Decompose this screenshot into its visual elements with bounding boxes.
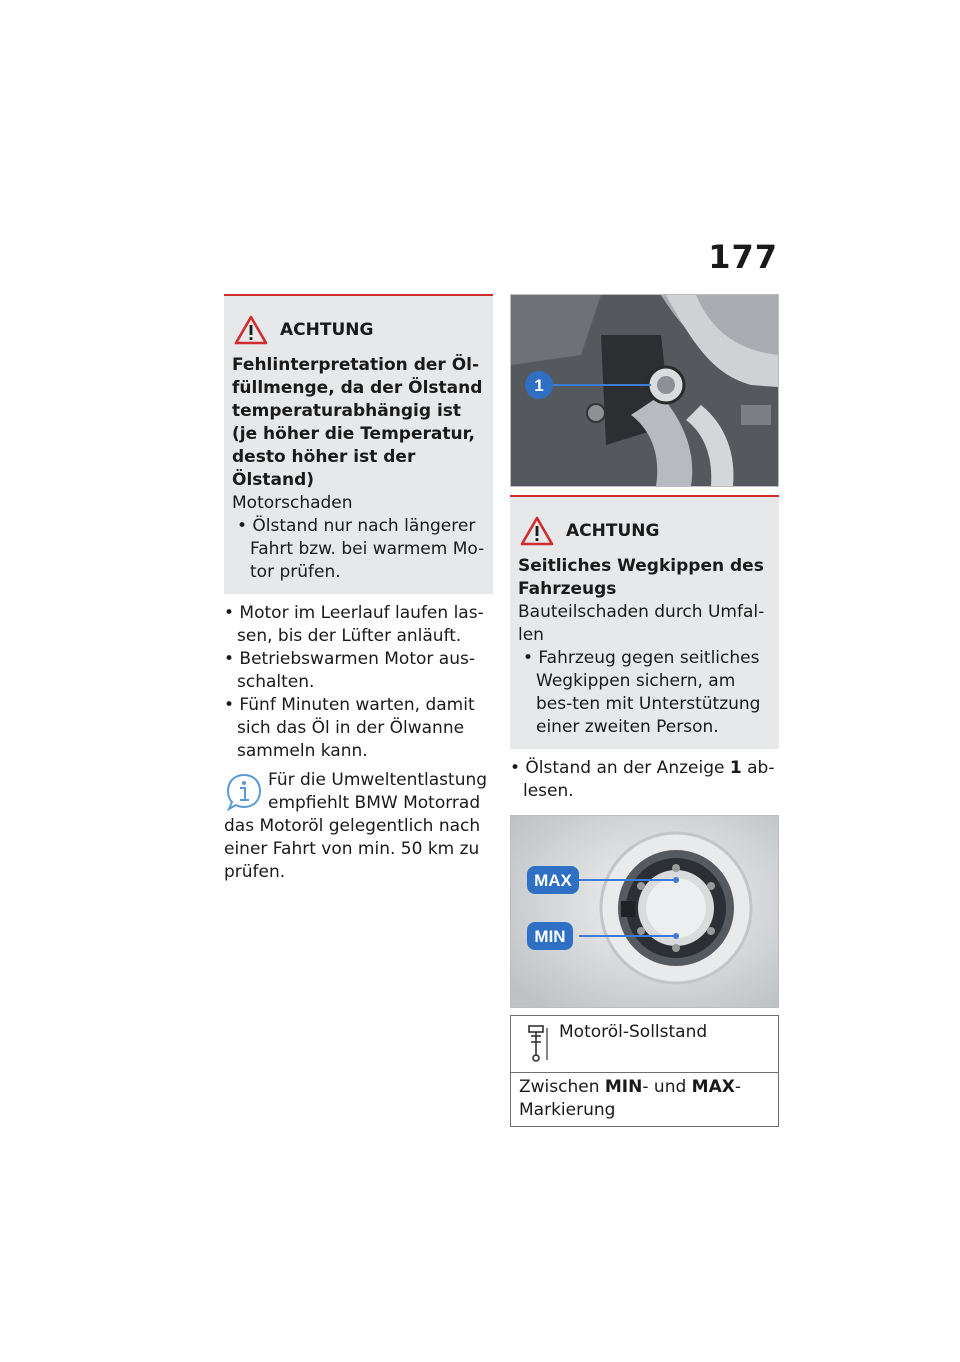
spec-value — [511, 1073, 778, 1126]
warning-label: ACHTUNG — [280, 320, 374, 340]
list-item: • Fünf Minuten warten, damit sich das Öl in der Ölwanne sammeln kann. — [224, 695, 475, 761]
step-reference: 1 — [729, 758, 742, 778]
warning-action: • Ölstand nur nach längerer Fahrt bzw. bei warmem Mo-tor prüfen. — [237, 516, 485, 582]
page-number: 177 — [708, 238, 778, 276]
info-icon — [224, 771, 264, 813]
engine-photo-illustration — [511, 295, 778, 486]
oil-level-dipstick-icon — [519, 1020, 551, 1064]
photo-callout-number: 1 — [534, 376, 544, 395]
spec-value-max: MAX — [691, 1077, 735, 1097]
warning-heading: Fehlinterpretation der Öl-füllmenge, da der Ölstand temperaturabhängig ist (je höher die Temperatur, desto höher ist der Ölstand) — [232, 355, 483, 490]
warning-triangle-icon — [234, 315, 268, 345]
spec-table — [510, 1015, 779, 1127]
info-text: Für die Umweltentlastung empfiehlt BMW Motorrad das Motoröl gelegentlich nach einer Fahrt von min. 50 km zu prüfen. — [224, 770, 488, 882]
warning-heading: Seitliches Wegkippen des Fahrzeugs — [518, 556, 764, 599]
warning-consequence: Motorschaden — [232, 493, 353, 513]
warning-header — [232, 310, 485, 350]
list-item — [510, 757, 779, 803]
info-note — [224, 769, 493, 884]
step-text: • Ölstand an der Anzeige — [510, 758, 730, 778]
max-marker-label: MAX — [534, 871, 572, 890]
warning-triangle-icon — [520, 516, 554, 546]
warning-consequence: Bauteilschaden durch Umfal-len — [518, 602, 765, 645]
engine-oil-sight-glass-photo — [510, 294, 779, 487]
spec-value-prefix: Zwischen — [519, 1077, 605, 1097]
oil-level-illustration — [511, 816, 778, 1007]
left-column — [224, 294, 493, 884]
spec-label: Motoröl-Sollstand — [559, 1022, 708, 1042]
list-item: • Betriebswarmen Motor aus-schalten. — [224, 649, 475, 692]
oil-level-window-photo — [510, 815, 779, 1008]
warning-action: • Fahrzeug gegen seitliches Wegkippen sichern, am bes-ten mit Unterstützung einer zweiten Person. — [523, 648, 761, 737]
step-list — [224, 602, 493, 763]
warning-header — [518, 511, 771, 551]
warning-box — [510, 495, 779, 749]
spec-value-mid: - und — [642, 1077, 692, 1097]
warning-box — [224, 294, 493, 594]
spec-header — [511, 1016, 778, 1073]
list-item: • Motor im Leerlauf laufen las-sen, bis der Lüfter anläuft. — [224, 603, 484, 646]
spec-value-suffix: -Markierung — [519, 1077, 741, 1120]
right-column — [510, 294, 779, 1127]
spec-value-min: MIN — [604, 1077, 643, 1097]
warning-label: ACHTUNG — [566, 521, 660, 541]
step-text-end: ab-lesen. — [523, 758, 775, 801]
min-marker-label: MIN — [534, 927, 566, 946]
step-list — [510, 757, 779, 803]
